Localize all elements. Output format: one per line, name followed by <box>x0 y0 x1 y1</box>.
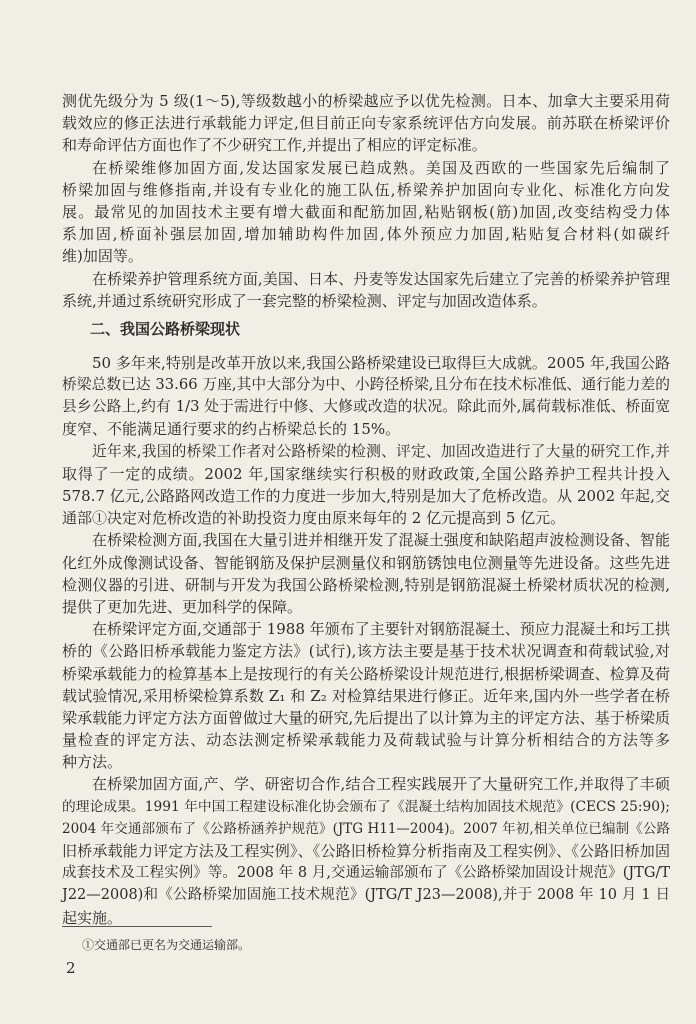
text-line: 取得了一定的成绩。2002 年,国家继续实行积极的财政政策,全国公路养护工程共计投入 <box>62 464 670 483</box>
text-line: 近年来,我国的桥梁工作者对公路桥梁的检测、评定、加固改造进行了大量的研究工作,并 <box>92 442 670 460</box>
text-line: 起实施。 <box>62 908 123 927</box>
paragraph-p3 <box>62 268 670 312</box>
text-line: 在桥梁评定方面,交通部于 1988 年颁布了主要针对钢筋混凝土、预应力混凝土和圬工拱 <box>92 620 670 639</box>
paragraph-p1 <box>62 90 670 157</box>
text-line: J22—2008)和《公路桥梁加固施工技术规范》(JTG/T J23—2008),并于 2008 年 10 月 1 日 <box>62 887 670 904</box>
text-line: 50 多年来,特别是改革开放以来,我国公路桥梁建设已取得巨大成就。2005 年,我国公路 <box>92 353 670 372</box>
text-line: 梁承载能力评定方法方面曾做过大量的研究,先后提出了以计算为主的评定方法、基于桥梁质 <box>62 708 670 727</box>
text-line: 载效应的修正法进行承载能力评定,但目前正向专家系统评估方向发展。前苏联在桥梁评价 <box>62 114 670 133</box>
text-line: 和寿命评估方面也作了不少研究工作,并提出了相应的评定标准。 <box>62 136 487 155</box>
text-line: 桥梁总数已达 33.66 万座,其中大部分为中、小跨径桥梁,且分布在技术标准低、通行能力差的 <box>62 376 670 394</box>
text-line: 量检查的评定方法、动态法测定桥梁承载能力及荷载试验与计算分析相结合的方法等多 <box>62 731 670 750</box>
text-line: 在桥梁检测方面,我国在大量引进并相继开发了混凝土强度和缺陷超声波检测设备、智能 <box>92 531 670 550</box>
paragraph-p5 <box>62 441 670 530</box>
text-line: 检测仪器的引进、研制与开发为我国公路桥梁检测,特别是钢筋混凝土桥梁材质状况的检测, <box>62 575 670 594</box>
text-line: 展。最常见的加固技术主要有增大截面和配筋加固,粘贴钢板(筋)加固,改变结构受力体 <box>62 202 670 221</box>
text-line: 化红外成像测试设备、智能钢筋及保护层测量仪和钢筋锈蚀电位测量等先进设备。这些先进 <box>62 553 670 572</box>
paragraph-p2 <box>62 157 670 268</box>
footnote-divider <box>62 926 212 927</box>
text-line: 578.7 亿元,公路路网改造工作的力度进一步加大,特别是加大了危桥改造。从 2002 年起,交 <box>62 487 670 505</box>
section-heading: 二、我国公路桥梁现状 <box>90 319 241 338</box>
paragraph-p6 <box>62 529 670 618</box>
page-number: 2 <box>66 959 76 977</box>
paragraph-p7 <box>62 618 670 773</box>
footnote: ①交通部已更名为交通运输部。 <box>82 938 251 952</box>
text-line: 通部①决定对危桥改造的补助投资力度由原来每年的 2 亿元提高到 5 亿元。 <box>62 509 566 528</box>
text-line: 载试验情况,采用桥梁检算系数 Z₁ 和 Z₂ 对检算结果进行修正。近年来,国内外一些学者在桥 <box>62 686 670 705</box>
text-line: 成套技术及工程实例》等。2008 年 8 月,交通运输部颁布了《公路桥梁加固设计规范》(JTG/T <box>62 865 670 882</box>
text-line: 度窄、不能满足通行要求的约占桥梁总长的 15%。 <box>62 420 401 439</box>
text-line: 县乡公路上,约有 1/3 处于需进行中修、大修或改造的状况。除此而外,属荷载标准低、桥面宽 <box>62 398 670 416</box>
text-line: 种方法。 <box>62 753 123 772</box>
text-line: 2004 年交通部颁布了《公路桥涵养护规范》(JTG H11—2004)。2007 年初,相关单位已编制《公路 <box>62 820 670 837</box>
text-line: 桥梁承载能力的检算基本上是按现行的有关公路桥梁设计规范进行,根据桥梁调查、检算及荷 <box>62 664 670 683</box>
text-line: 系统,并通过系统研究形成了一套完整的桥梁检测、评定与加固改造体系。 <box>62 291 547 310</box>
text-line: 系加固,桥面补强层加固,增加辅助构件加固,体外预应力加固,粘贴复合材料(如碳纤 <box>62 225 670 244</box>
text-line: 在桥梁养护管理系统方面,美国、日本、丹麦等发达国家先后建立了完善的桥梁养护管理 <box>92 269 670 288</box>
text-line: 桥梁加固与维修指南,并设有专业化的施工队伍,桥梁养护加固向专业化、标准化方向发 <box>62 180 670 199</box>
text-line: 维)加固等。 <box>62 247 143 266</box>
page-body <box>62 90 670 929</box>
text-line: 的理论成果。1991 年中国工程建设标准化协会颁布了《混凝土结构加固技术规范》(CECS 25:90); <box>62 798 670 815</box>
paragraph-p8 <box>62 773 670 928</box>
text-line: 在桥梁维修加固方面,发达国家发展已趋成熟。美国及西欧的一些国家先后编制了 <box>92 158 670 177</box>
text-line: 桥的《公路旧桥承载能力鉴定方法》(试行),该方法主要是基于技术状况调查和荷载试验,对 <box>62 642 670 661</box>
paragraph-p4 <box>62 352 670 441</box>
text-line: 旧桥承载能力评定方法及工程实例》、《公路旧桥检算分析指南及工程实例》、《公路旧桥加固 <box>62 842 670 860</box>
text-line: 在桥梁加固方面,产、学、研密切合作,结合工程实践展开了大量研究工作,并取得了丰硕 <box>92 775 670 794</box>
text-line: 测优先级分为 5 级(1～5),等级数越小的桥梁越应予以优先检测。日本、加拿大主要采用荷 <box>62 92 670 110</box>
text-line: 提供了更加先进、更加科学的保障。 <box>62 597 303 616</box>
